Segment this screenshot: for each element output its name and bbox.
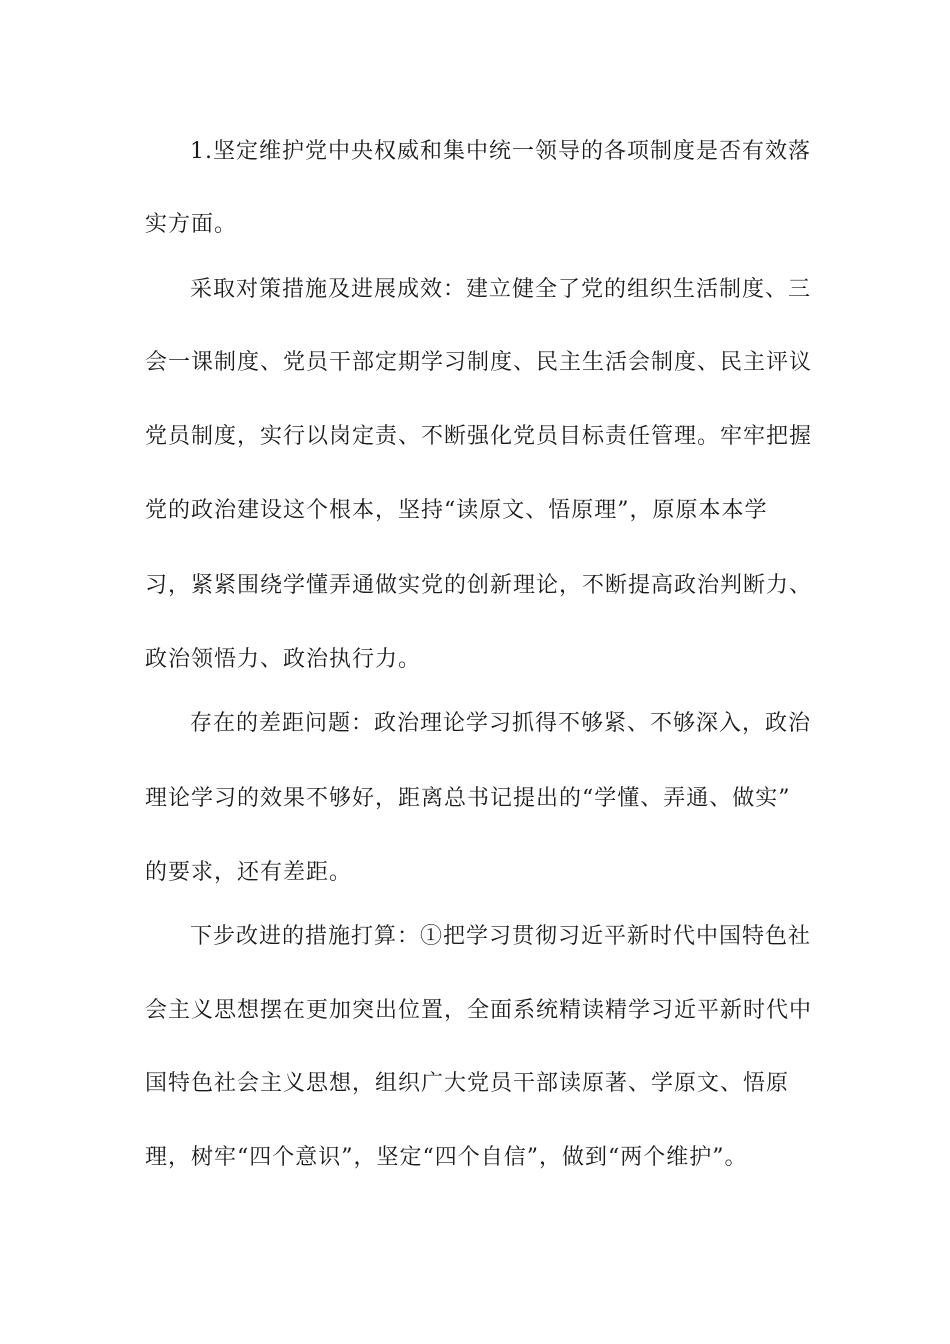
paragraph-1-line-1: 1.坚定维护党中央权威和集中统一领导的各项制度是否有效落 xyxy=(190,139,811,164)
paragraph-2-line-1: 采取对策措施及进展成效：建立健全了党的组织生活制度、三 xyxy=(190,277,812,302)
paragraph-2-line-5: 习，紧紧围绕学懂弄通做实党的创新理论，不断提高政治判断力、 xyxy=(145,573,813,598)
paragraph-4-line-2: 会主义思想摆在更加突出位置，全面系统精读精学习近平新时代中 xyxy=(145,998,813,1023)
paragraph-3-line-1: 存在的差距问题：政治理论学习抓得不够紧、不够深入，政治 xyxy=(190,711,812,736)
paragraph-4-line-4: 理，树牢“四个意识”，坚定“四个自信”，做到“两个维护”。 xyxy=(145,1145,748,1170)
paragraph-1-line-2: 实方面。 xyxy=(145,212,238,237)
paragraph-2-line-3: 党员制度，实行以岗定责、不断强化党员目标责任管理。牢牢把握 xyxy=(145,424,813,449)
paragraph-2-line-4: 党的政治建设这个根本，坚持“读原文、悟原理”，原原本本学 xyxy=(145,498,768,523)
paragraph-4-line-1: 下步改进的措施打算：①把学习贯彻习近平新时代中国特色社 xyxy=(190,924,812,949)
paragraph-3-line-3: 的要求，还有差距。 xyxy=(145,860,353,885)
paragraph-2-line-2: 会一课制度、党员干部定期学习制度、民主生活会制度、民主评议 xyxy=(145,350,813,375)
paragraph-3-line-2: 理论学习的效果不够好，距离总书记提出的“学懂、弄通、做实” xyxy=(145,786,791,811)
paragraph-4-line-3: 国特色社会主义思想，组织广大党员干部读原著、学原文、悟原 xyxy=(145,1071,790,1096)
paragraph-2-line-6: 政治领悟力、政治执行力。 xyxy=(145,647,422,672)
